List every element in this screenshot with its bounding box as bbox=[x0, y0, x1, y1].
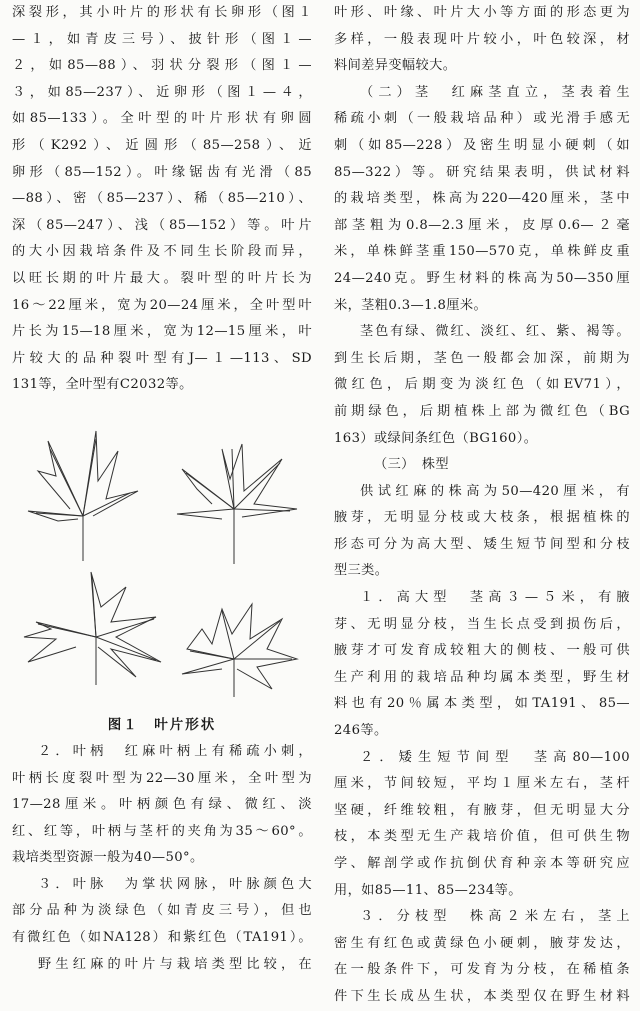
text-line: 在一般条件下，可发育为分枝，在稀植条 bbox=[334, 962, 630, 978]
text-line: —１，如青皮三号）、披针形（图１— bbox=[12, 31, 312, 47]
text-line: ３．叶脉 为掌状网脉，叶脉颜色大 bbox=[38, 876, 312, 892]
text-line: 料间差异变幅较大。 bbox=[334, 58, 457, 74]
section-heading-stem: （二）茎 红麻茎直立，茎表着生 bbox=[360, 84, 630, 100]
text-line: 部分品种为淡绿色（如青皮三号），但也 bbox=[12, 903, 312, 919]
text-line: 163）或绿间条红色（BG160）。 bbox=[334, 430, 538, 446]
text-line: 栽培类型资源一般为40—50°。 bbox=[12, 850, 204, 866]
text-line: 131等，全叶型有C2032等。 bbox=[12, 377, 193, 393]
text-line: 野生红麻的叶片与栽培类型比较，在 bbox=[38, 956, 312, 972]
right-column bbox=[334, 0, 630, 1011]
text-line: 以旺长期的叶片最大。裂叶型的叶片长为 bbox=[12, 270, 312, 286]
text-line: 叶柄长度裂叶型为22—30厘米，全叶型为 bbox=[12, 770, 312, 786]
text-line: 前期绿色，后期植株上部为微红色（BG bbox=[334, 403, 630, 419]
text-line: ３，如85—237）、近卵形（图１—４， bbox=[12, 84, 312, 100]
text-line: ２，如85—88）、羽状分裂形（图１— bbox=[12, 58, 312, 74]
text-line: 形态可分为高大型、矮生短节间型和分枝 bbox=[334, 536, 630, 552]
text-line: 厘米，节间较短，平均１厘米左右，茎杆 bbox=[334, 776, 630, 792]
text-line: 红、红等，叶柄与茎杆的夹角为35～60°。 bbox=[12, 823, 312, 839]
text-line: 17—28厘米。叶柄颜色有绿、微红、淡 bbox=[12, 797, 312, 813]
text-line: 有微红色（如NA128）和紫红色（TA191）。 bbox=[12, 930, 312, 946]
text-line: 生产利用的栽培品种均属本类型，野生材 bbox=[334, 669, 630, 685]
text-line: 学、解剖学或作抗倒伏育种亲本等研究应 bbox=[334, 856, 630, 871]
text-line: 深（85—247）、浅（85—152）等。叶片 bbox=[12, 217, 312, 233]
text-line: 深裂形，其小叶片的形状有长卵形（图１ bbox=[12, 5, 312, 20]
text-line: 芽、无明显分枝，当生长点受到损伤后， bbox=[334, 616, 630, 632]
text-line: 坚硬，纤维较粗，有腋芽，但无明显大分 bbox=[334, 802, 630, 818]
text-line: 用，如85—11、85—234等。 bbox=[334, 882, 522, 898]
text-line: １．高大型 茎高３—５米，有腋 bbox=[360, 590, 630, 606]
text-line: ２．叶柄 红麻叶柄上有稀疏小刺， bbox=[38, 743, 312, 759]
text-line: 叶形、叶缘、叶片大小等方面的形态更为 bbox=[334, 5, 630, 20]
text-line: 片长为15—18厘米，宽为12—15厘米，叶 bbox=[12, 324, 312, 340]
leaf-pinnatifid-icon bbox=[16, 567, 166, 687]
text-line: —88）、密（85—237）、稀（85—210）、 bbox=[12, 191, 312, 207]
leaf-figure bbox=[12, 399, 312, 711]
text-line: 供试红麻的株高为50—420厘米，有 bbox=[360, 483, 630, 499]
text-line: 刺（如85—228）及密生明显小硬刺（如 bbox=[334, 137, 630, 153]
text-line: 多样，一般表现叶片较小，叶色较深，材 bbox=[334, 31, 630, 47]
text-line: 246等。 bbox=[334, 723, 388, 739]
text-line: 24—240克。野生材料的株高为50—350厘 bbox=[334, 270, 630, 286]
text-line: 米，单株鲜茎重150—570克，单株鲜皮重 bbox=[334, 244, 630, 260]
text-line: 腋芽，无明显分枝或大枝条，根据植株的 bbox=[334, 510, 630, 526]
text-line: 的栽培类型，株高为220—420厘米，茎中 bbox=[334, 191, 630, 207]
text-line: 枝，本类型无生产栽培价值，但可供生物 bbox=[334, 829, 630, 845]
text-line: 料也有20％属本类型，如TA191、85— bbox=[334, 696, 630, 712]
text-line: 密生有红色或黄绿色小硬刺，腋芽发达， bbox=[334, 935, 630, 951]
text-line: 片较大的品种裂叶型有J—１—113、SD bbox=[12, 350, 312, 366]
text-line: 卵形（85—152）。叶缘锯齿有光滑（85 bbox=[12, 164, 312, 180]
text-line: 微红色，后期变为淡红色（如EV71）， bbox=[334, 377, 630, 393]
text-line: 部茎粗为0.8—2.3厘米，皮厚0.6—２毫 bbox=[334, 217, 630, 233]
text-line: 85—322）等。研究结果表明，供试材料 bbox=[334, 164, 630, 180]
text-line: 到生长后期，茎色一般都会加深，前期为 bbox=[334, 350, 630, 366]
text-line: 的大小因栽培条件及不同生长阶段而异， bbox=[12, 244, 312, 260]
leaf-long-ovate-icon bbox=[18, 421, 148, 571]
text-line: 稀疏小刺（一般栽培品种）或光滑手感无 bbox=[334, 111, 630, 127]
figure-caption: 图１ 叶片形状 bbox=[107, 716, 217, 733]
text-line: 件下生长成丛生状，本类型仅在野生材料 bbox=[334, 988, 630, 1004]
text-line: ２．矮生短节间型 茎高80—100 bbox=[360, 749, 630, 765]
text-line: ３．分枝型 株高２米左右，茎上 bbox=[360, 909, 630, 925]
text-line: 16～22厘米，宽为20—24厘米，全叶型叶 bbox=[12, 297, 312, 313]
text-line: 型三类。 bbox=[334, 563, 389, 579]
left-column bbox=[12, 0, 312, 978]
leaf-near-ovate-icon bbox=[172, 589, 302, 699]
text-line: 茎色有绿、微红、淡红、红、紫、褐等。 bbox=[360, 324, 630, 340]
text-line: 如85—133）。全叶型的叶片形状有卵圆 bbox=[12, 111, 312, 127]
text-line: 腋芽才可发育成较粗大的侧枝、一般可供 bbox=[334, 643, 630, 659]
text-line: 米，茎粗0.3—1.8厘米。 bbox=[334, 297, 488, 313]
section-heading-plant-type: （三） 株型 bbox=[374, 457, 449, 473]
text-line: 形（K292）、近圆形（85—258）、近 bbox=[12, 137, 312, 153]
leaf-lanceolate-icon bbox=[162, 429, 302, 569]
